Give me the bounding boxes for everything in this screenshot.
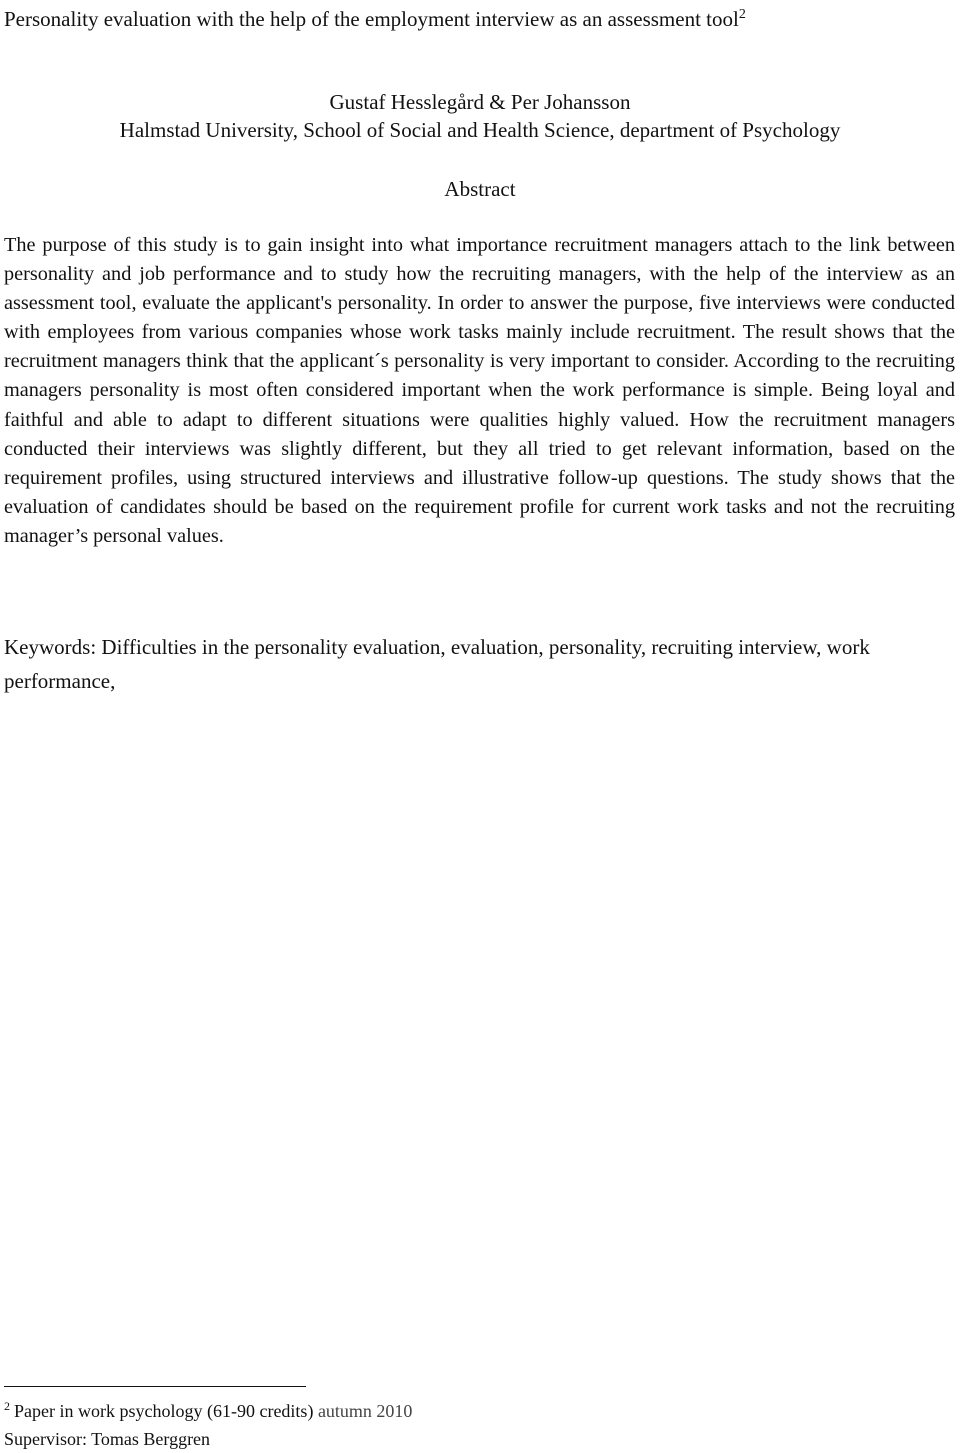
footnote-divider bbox=[4, 1386, 306, 1387]
abstract-body: The purpose of this study is to gain insight into what importance recruitment managers attach to the link between personality and job performance and to study how the recruiting managers, with the help of the interview as an assessment tool, evaluate the applicant's personality. In order to answer the purpose, five interviews were conducted with employees from various companies whose work tasks mainly include recruitment. The result shows that the recruitment managers think that the applicant´s personality is very important to consider. According to the recruiting managers personality is most often considered important when the work performance is simple. Being loyal and faithful and able to adapt to different situations were qualities highly valued. How the recruitment managers conducted their interviews was slightly different, but they all tried to get relevant information, based on the requirement profiles, using structured interviews and illustrative follow-up questions. The study shows that the evaluation of candidates should be based on the requirement profile for current work tasks and not the recruiting manager’s personal values. bbox=[4, 234, 955, 547]
supervisor: Supervisor: Tomas Berggren bbox=[4, 1429, 211, 1449]
footnote-mark: 2 bbox=[4, 1399, 10, 1413]
title-footnote-mark: 2 bbox=[738, 7, 746, 22]
affiliation: Halmstad University, School of Social and Health Science, department of Psychology bbox=[119, 118, 841, 142]
footnote bbox=[4, 1397, 804, 1453]
footnote-line bbox=[4, 1397, 804, 1425]
footnote-season: autumn 2010 bbox=[317, 1401, 413, 1421]
paper-title bbox=[4, 6, 944, 32]
keywords: Keywords: Difficulties in the personality evaluation, evaluation, personality, recruiting interview, work performance, bbox=[4, 635, 870, 693]
author-block bbox=[0, 88, 960, 144]
footnote-text: Paper in work psychology (61-90 credits) bbox=[14, 1401, 314, 1421]
paper-title-text: Personality evaluation with the help of the employment interview as an assessment tool bbox=[4, 7, 739, 31]
authors: Gustaf Hesslegård & Per Johansson bbox=[329, 90, 631, 114]
abstract-heading: Abstract bbox=[444, 177, 516, 201]
